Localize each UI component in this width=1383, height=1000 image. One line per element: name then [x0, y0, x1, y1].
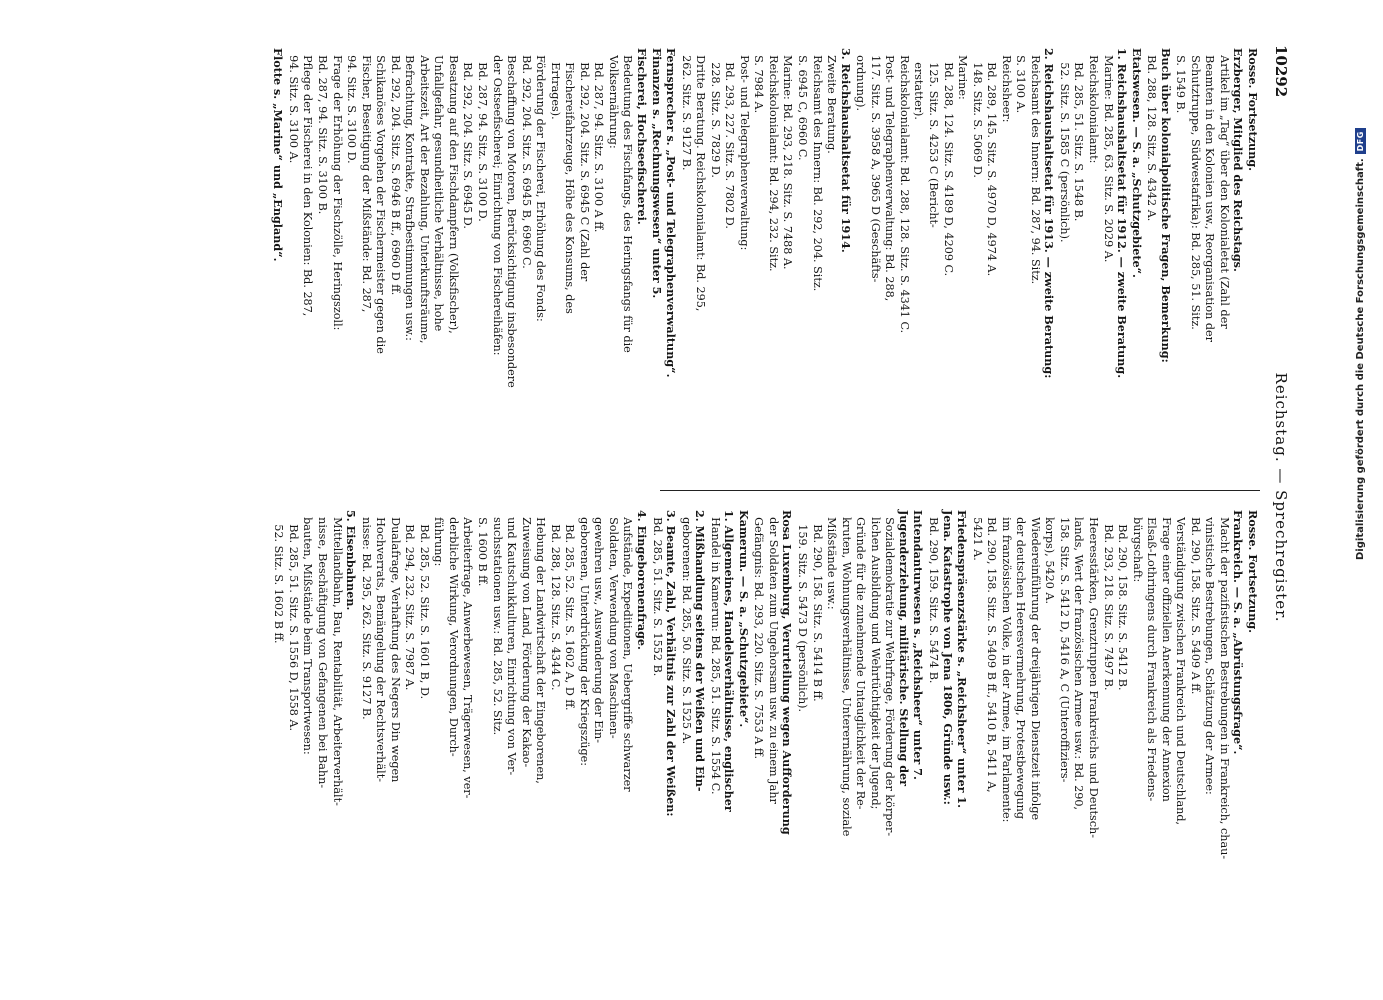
index-line: Aufstände, Expeditionen, Uebergriffe schwarzer [621, 510, 635, 792]
index-line: Bd. 285, 51. Sitz. S. 1548 B. [1072, 48, 1086, 222]
index-line: S. 1549 B. [1174, 48, 1188, 114]
index-line: Post- und Telegraphenverwaltung: [737, 48, 751, 251]
index-line: Bd. 290, 158. Sitz. S. 5412 B. [1116, 510, 1130, 691]
index-line: Ertrages). [548, 48, 562, 120]
index-line: im französischen Volke, in der Armee, im Parlamente: [999, 510, 1013, 823]
index-line: Bd. 292, 204. Sitz. S. 6945 B, 6960 C. [519, 48, 533, 269]
index-line: Gründe für die zunehmende Untauglichkeit der Re- [854, 510, 868, 810]
index-line: Bd. 290, 158. Sitz. S. 5409 A ff. [1188, 510, 1202, 695]
index-line: Bd. 288, 128. Sitz. S. 4344 C. [548, 510, 562, 691]
index-line: 2. Mißhandlung seitens der Weißen und Ein- [693, 510, 708, 792]
index-line: Etatswesen. — S. a. „Schutzgebiete“. [1129, 48, 1144, 278]
index-line: 158. Sitz. S. 5412 D, 5416 A, C (Unteroffiziers- [1057, 510, 1071, 783]
index-line: Reichskolonialamt: Bd. 294, 232. Sitz. [766, 48, 780, 272]
index-line: Erzberger, Mitglied des Reichstags. [1231, 48, 1246, 272]
index-line: Fischereifahrzeuge, Höhe des Konsums, des [563, 48, 577, 314]
page-header [1260, 45, 1290, 950]
index-line: Zuweisung von Land, Förderung der Kakao- [519, 510, 533, 768]
index-line: Bd. 285, 52. Sitz. S. 1601 B, D. [417, 510, 431, 700]
index-line: 125. Sitz. S. 4253 C (Bericht- [926, 48, 940, 228]
running-head: Reichstag. — Sprechregister. [1272, 372, 1290, 623]
left-column-entries [271, 48, 1246, 478]
index-line: Mißstände usw.: [825, 510, 839, 610]
index-line: Buch über kolonialpolitische Fragen, Bemerkung: [1158, 48, 1173, 363]
index-line: der Soldaten zum Ungehorsam usw. zu einem Jahr [766, 510, 780, 804]
index-line: 228. Sitz. S. 7829 D. [708, 48, 722, 178]
index-line: Beschaffung von Motoren, Berücksichtigung insbesondere [505, 48, 519, 388]
index-line: 3. Reichshaushaltsetat für 1914. [838, 48, 853, 253]
index-line: Gefängnis: Bd. 293, 220. Sitz. S. 7553 A ff. [752, 510, 766, 760]
index-line: nisse: Bd. 295, 262. Sitz. S. 9127 B. [359, 510, 373, 720]
index-line: Frankreich. — S. a. „Abrüstungsfrage“. [1231, 510, 1246, 755]
index-line: 159. Sitz. S. 5473 D (persönlich). [796, 510, 810, 713]
index-line: Bd. 292, 204. Sitz. S. 6946 B ff., 6960 D ff. [388, 48, 402, 296]
column-head: Rosse. Fortsetzung. [1246, 510, 1260, 634]
index-line: ordnung). [854, 48, 868, 112]
index-line: 2. Reichshaushaltsetat für 1913. — zweite Beratung: [1042, 48, 1057, 379]
index-line: suchsstationen usw.: Bd. 285, 52. Sitz. [490, 510, 504, 736]
page-number: 10292 [1272, 45, 1290, 98]
index-line: S. 6945 C, 6960 C. [796, 48, 810, 161]
index-line: kruten, Wohnungsverhältnisse, Unterernährung, soziale [839, 510, 853, 837]
index-line: 94. Sitz. S. 3100 A. [286, 48, 300, 164]
index-line: Dritte Beratung. Reichskolonialamt: Bd. 295, [694, 48, 708, 312]
index-line: Sozialdemokratie zur Wehrfrage, Förderung der körper- [883, 510, 897, 837]
index-line: Artikel im „Tag“ über den Kolonialetat (Zahl der [1217, 48, 1231, 329]
index-line: vinistische Bestrebungen, Schätzung der Armee: [1203, 510, 1217, 795]
index-line: Marine: Bd. 293, 218. Sitz. S. 7488 A. [781, 48, 795, 270]
index-line: Frage der Erhöhung der Fischzölle, Heringszoll: [330, 48, 344, 331]
index-line: Arbeiterfrage, Anwerbewesen, Trägerwesen, ver- [461, 510, 475, 799]
index-line: Bd. 290, 159. Sitz. S. 5474 B. [926, 510, 940, 684]
index-line: 1. Reichshaushaltsetat für 1912. — zweite Beratung. [1115, 48, 1130, 379]
index-line: Pflege der Fischerei in den Kolonien: Bd. 287, [301, 48, 315, 317]
index-line: Fischerei, Hochseefischerei. [635, 48, 650, 225]
index-line: 4. Eingeborenenfrage. [635, 510, 650, 650]
index-line: Reichsamt des Innern: Bd. 287, 94. Sitz. [1028, 48, 1042, 285]
index-line: geborenen: Bd. 285, 50. Sitz. S. 1525 A. [679, 510, 693, 745]
index-line: Handel in Kamerun: Bd. 285, 51. Sitz. S. 1554 C. [708, 510, 722, 795]
index-line: 262. Sitz. S. 9127 B. [679, 48, 693, 171]
credit-text: Digitalisierung gefördert durch die Deutsche Forschungsgemeinschaft. [1355, 158, 1366, 560]
index-line: Fischer, Beseitigung der Mißstände: Bd. 287, [359, 48, 373, 313]
index-line: 5421 A. [970, 510, 984, 561]
index-line: Bd. 289, 145. Sitz. S. 4970 D, 4974 A. [985, 48, 999, 277]
index-line: S. 7984 A. [752, 48, 766, 114]
index-line: erstatter). [912, 48, 926, 120]
index-line: Bd. 293, 227. Sitz. S. 7802 D. [723, 48, 737, 229]
index-line: Intendanturwesen s. „Reichsheer“ unter 7. [911, 510, 926, 780]
index-line: Volksernährung: [606, 48, 620, 149]
index-line: gewehren usw., Auswanderung der Ein- [592, 510, 606, 744]
dfg-logo: DFG [1355, 128, 1366, 154]
index-line: geborenen, Unterdrückung der Kriegszüge: [577, 510, 591, 767]
index-line: 1. Allgemeines, Handelsverhältnisse, englischer [722, 510, 737, 812]
index-line: Zweite Beratung. [825, 48, 839, 154]
index-line: Frage einer offiziellen Anerkennung der Annexion [1159, 510, 1173, 802]
index-line: Hebung der Landwirtschaft der Eingeborenen, [534, 510, 548, 784]
index-line: Bd. 285, 51. Sitz. S. 1552 B. [650, 510, 664, 677]
index-line: Unfallgefahr, gesundheitliche Verhältnisse, hohe [432, 48, 446, 332]
index-line: Wiedereinführung der dreijährigen Dienstzeit infolge [1028, 510, 1042, 821]
index-line: Bd. 293, 218. Sitz. S. 7497 B. [1101, 510, 1115, 691]
index-line: Verständigung zwischen Frankreich und Deutschland, [1174, 510, 1188, 826]
index-line: Bedeutung des Fischfangs, des Heringsfangs für die [621, 48, 635, 353]
index-line: Finanzen s. „Rechnungswesen“ unter 5. [649, 48, 664, 299]
index-line: Dualafrage, Verhaftung des Negers Din wegen [388, 510, 402, 783]
index-line: Jena. Katastrophe von Jena 1806, Gründe usw.: [940, 510, 955, 805]
index-line: Bd. 287, 94. Sitz. S. 3100 A ff. [592, 48, 606, 233]
index-line: S. 3100 A. [1014, 48, 1028, 114]
index-line: 148. Sitz. S. 5069 D. [970, 48, 984, 178]
index-line: Fernsprecher s. „Post- und Telegraphenverwaltung“. [664, 48, 679, 378]
index-line: Reichskolonialamt: [1086, 48, 1100, 164]
right-column-entries [271, 510, 1246, 940]
index-line: Reichsheer: [999, 48, 1013, 123]
index-line: 117. Sitz. S. 3958 A, 3965 D (Geschäfts- [868, 48, 882, 283]
index-line: Macht der pazifistischen Bestrebungen in Frankreich, chau- [1217, 510, 1231, 860]
index-line: Beamten in den Kolonien usw., Reorganisation der [1203, 48, 1217, 342]
index-line: Bd. 294, 232. Sitz. S. 7987 A. [403, 510, 417, 691]
index-line: Bd. 290, 158. Sitz. S. 5414 B ff. [810, 510, 824, 702]
index-line: 94. Sitz. S. 3100 D. [345, 48, 359, 164]
index-line: Elsaß-Lothringens durch Frankreich als Friedens- [1145, 510, 1159, 802]
index-line: Soldaten, Verwendung von Maschinen- [606, 510, 620, 739]
index-line: der deutschen Heeresvermehrung, Protestbewegung [1014, 510, 1028, 820]
column-head: Rosse. Fortsetzung. [1246, 48, 1260, 172]
index-line: bürgschaft: [1130, 510, 1144, 583]
left-column [271, 48, 1260, 478]
index-line: Bd. 287, 94. Sitz. S. 3100 D. [476, 48, 490, 222]
index-line: Schikanöses Vorgehen der Fischermeister gegen die [374, 48, 388, 354]
index-line: S. 1600 B ff. [476, 510, 490, 587]
index-line: korps), 5420 A. [1043, 510, 1057, 605]
index-line: derbliche Wirkung, Verordnungen, Durch- [446, 510, 460, 757]
index-line: Reichskolonialamt: Bd. 288, 128. Sitz. S. 4341 C. [897, 48, 911, 334]
index-line: Reichsamt des Innern: Bd. 292, 204. Sitz. [810, 48, 824, 292]
index-line: Post- und Telegraphenverwaltung: Bd. 288, [883, 48, 897, 302]
index-line: 3. Beamte, Zahl, Verhältnis zur Zahl der Weißen: [664, 510, 679, 817]
index-line: Besatzung auf den Fischdampfern (Volksfischer), [446, 48, 460, 334]
column-divider [660, 490, 1260, 491]
index-line: Hochverrats, Bemängelung der Rechtsverhält- [374, 510, 388, 783]
index-line: nisse, Beschäftigung von Gefangenen bei Bahn- [316, 510, 329, 789]
index-line: Befrachtung, Kontrakte, Strafbestimmungen usw.: [403, 48, 417, 341]
index-line: Bd. 285, 51. Sitz. S. 1556 D, 1558 A. [286, 510, 300, 732]
index-line: Flotte s. „Marine“ und „England“. [271, 48, 286, 262]
index-line: Marine: [956, 48, 970, 100]
index-line: Arbeitszeit, Art der Bezahlung, Unterkunftsräume, [417, 48, 431, 344]
index-line: Bd. 292, 204. Sitz. S. 6945 C (Zahl der [577, 48, 591, 282]
index-line: bauten, Mißstände beim Transportwesen: [301, 510, 315, 755]
index-line: Friedenspräsenzstärke s. „Reichsheer“ unter 1. [955, 510, 970, 809]
index-line: und Kautschukkulturen, Einrichtung von Ver- [505, 510, 519, 776]
index-line: 52. Sitz. S. 1585 C (persönlich). [1057, 48, 1071, 243]
index-line: Heeresstärken, Grenztruppen Frankreichs und Deutsch- [1086, 510, 1100, 839]
index-line: lichen Ausbildung und Wehrtüchtigkeit der Jugend; [868, 510, 882, 810]
index-line: Bd. 287, 94. Sitz. S. 3100 B. [316, 48, 329, 215]
right-column [271, 510, 1260, 940]
index-line: Bd. 288, 124. Sitz. S. 4189 D, 4209 C. [941, 48, 955, 277]
index-line: Bd. 288, 128. Sitz. S. 4342 A. [1145, 48, 1159, 222]
index-line: lands, Wert der französischen Armee usw.: Bd. 290, [1072, 510, 1086, 811]
index-line: führung: [432, 510, 446, 567]
index-line: Schutztruppe, Südwestafrika): Bd. 285, 51. Sitz. [1188, 48, 1202, 330]
index-line: Bd. 290, 158. Sitz. S. 5409 B ff., 5410 B, 5411 A, [985, 510, 999, 793]
index-line: Bd. 285, 52. Sitz. S. 1602 A, D ff. [563, 510, 577, 711]
index-line: Kamerun. — S. a. „Schutzgebiete“. [736, 510, 751, 728]
index-line: Mittellandbahn, Bau, Rentabilität, Arbeiterverhält- [330, 510, 344, 806]
index-line: Rosa Luxemburg, Verurteilung wegen Aufforderung [780, 510, 795, 835]
digitization-credit [1355, 128, 1366, 560]
index-line: 5. Eisenbahnen. [344, 510, 359, 611]
index-line: 52. Sitz. S. 1602 B ff. [272, 510, 286, 644]
index-line: der Ostseefischerei; Einrichtung von Fischereihäfen: [490, 48, 504, 356]
index-line: Bd. 292, 204. Sitz. S. 6945 D. [461, 48, 475, 229]
index-line: Marine: Bd. 285, 63. Sitz. S. 2029 A. [1101, 48, 1115, 263]
index-line: Förderung der Fischerei, Erhöhung des Fonds: [534, 48, 548, 322]
index-line: Jugenderziehung, militärische. Stellung der [896, 510, 911, 787]
